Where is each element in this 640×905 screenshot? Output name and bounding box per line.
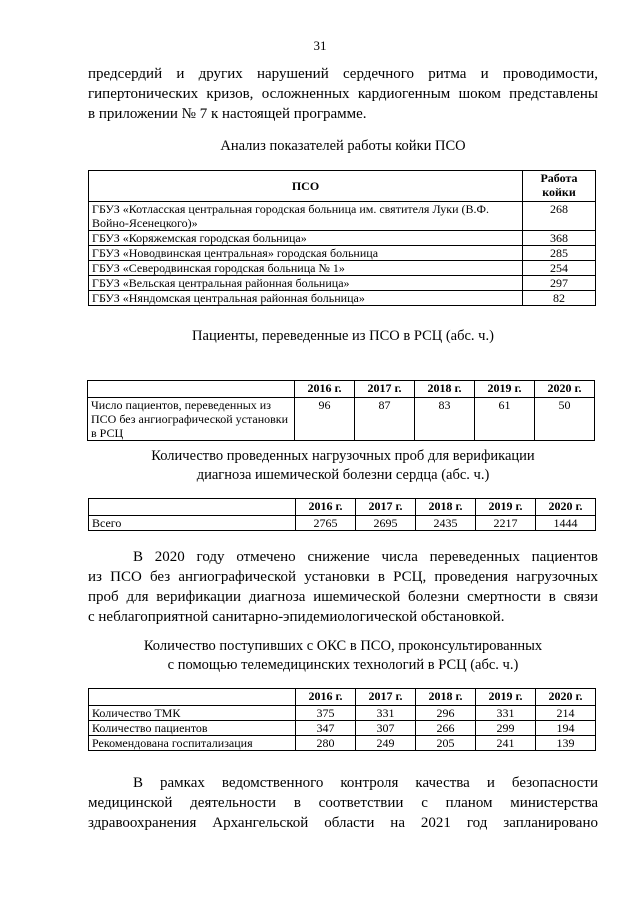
hospital-name: ГБУЗ «Няндомская центральная районная больница» <box>89 291 523 306</box>
text-line: здравоохранения Архангельской области на 2021 год запланировано <box>88 815 598 831</box>
year-header: 2020 г. <box>536 499 596 516</box>
year-header: 2018 г. <box>416 499 476 516</box>
text-line: медицинской деятельности в соответствии с планом министерства <box>88 795 598 811</box>
year-header: 2018 г. <box>415 381 475 398</box>
bed-work-value: 268 <box>523 202 596 231</box>
value-cell: 87 <box>355 398 415 441</box>
text-line: проб для верификации диагноза ишемической болезни смертности в связи <box>88 589 598 605</box>
year-header: 2020 г. <box>535 381 595 398</box>
table-row <box>89 202 596 231</box>
value-cell: 2217 <box>476 516 536 531</box>
row-label: Всего <box>89 516 296 531</box>
text-line: из ПСО без ангиографической установки в РСЦ, проведения нагрузочных <box>88 569 598 585</box>
year-header: 2016 г. <box>296 499 356 516</box>
table-row <box>89 736 596 751</box>
table1-title: Анализ показателей работы койки ПСО <box>220 138 466 154</box>
value-cell: 331 <box>356 706 416 721</box>
bed-work-value: 285 <box>523 246 596 261</box>
value-cell: 2765 <box>296 516 356 531</box>
title-line: диагноза ишемической болезни сердца (абс. ч.) <box>196 467 490 483</box>
page-number: 31 <box>313 38 327 53</box>
stress-tests-table <box>88 498 596 531</box>
value-cell: 194 <box>536 721 596 736</box>
value-cell: 2695 <box>356 516 416 531</box>
table-row <box>89 276 596 291</box>
year-header: 2017 г. <box>356 689 416 706</box>
value-cell: 241 <box>476 736 536 751</box>
bed-work-value: 368 <box>523 231 596 246</box>
value-cell: 50 <box>535 398 595 441</box>
table-row <box>89 706 596 721</box>
hospital-name: ГБУЗ «Коряжемская городская больница» <box>89 231 523 246</box>
row-label: Количество ТМК <box>89 706 296 721</box>
hospital-name: ГБУЗ «Северодвинская городская больница № 1» <box>89 261 523 276</box>
table-row <box>88 398 595 441</box>
bed-work-value: 297 <box>523 276 596 291</box>
table-header-row <box>89 171 596 202</box>
header-empty <box>89 689 296 706</box>
header-empty <box>89 499 296 516</box>
header-empty <box>88 381 295 398</box>
intro-paragraph <box>88 64 598 124</box>
value-cell: 266 <box>416 721 476 736</box>
year-header: 2019 г. <box>476 499 536 516</box>
value-cell: 296 <box>416 706 476 721</box>
text-line: гипертонических кризов, осложненных кардиогенным шоком представлены <box>88 86 598 102</box>
table-row <box>89 261 596 276</box>
value-cell: 205 <box>416 736 476 751</box>
value-cell: 375 <box>296 706 356 721</box>
year-header: 2016 г. <box>296 689 356 706</box>
table-header-row <box>88 381 595 398</box>
hospital-name: ГБУЗ «Новодвинская центральная» городская больница <box>89 246 523 261</box>
header-bed-work: Работа койки <box>523 171 596 202</box>
year-header: 2018 г. <box>416 689 476 706</box>
row-label: Число пациентов, переведенных из ПСО без ангиографической установки в РСЦ <box>88 398 295 441</box>
value-cell: 139 <box>536 736 596 751</box>
text-line: предсердий и других нарушений сердечного ритма и проводимости, <box>88 66 598 82</box>
text-line: в приложении № 7 к настоящей программе. <box>88 106 367 122</box>
title-line: с помощью телемедицинских технологий в РСЦ (абс. ч.) <box>167 657 519 673</box>
table3-title <box>88 447 598 485</box>
year-header: 2019 г. <box>475 381 535 398</box>
table4-title <box>88 637 598 675</box>
header-pso: ПСО <box>89 171 523 202</box>
table-header-row <box>89 689 596 706</box>
bed-work-value: 254 <box>523 261 596 276</box>
value-cell: 96 <box>295 398 355 441</box>
title-line: Количество проведенных нагрузочных проб для верификации <box>151 448 535 464</box>
title-line: Количество поступивших с ОКС в ПСО, проконсультированных <box>143 638 543 654</box>
value-cell: 214 <box>536 706 596 721</box>
hospital-name: ГБУЗ «Вельская центральная районная больница» <box>89 276 523 291</box>
final-paragraph <box>88 773 598 833</box>
value-cell: 280 <box>296 736 356 751</box>
row-label: Рекомендована госпитализация <box>89 736 296 751</box>
row-label: Количество пациентов <box>89 721 296 736</box>
bed-performance-table <box>88 170 596 306</box>
year-header: 2016 г. <box>295 381 355 398</box>
text-line: В 2020 году отмечено снижение числа переведенных пациентов <box>133 549 598 565</box>
table-row <box>89 231 596 246</box>
table-row <box>89 246 596 261</box>
telemedicine-table <box>88 688 596 751</box>
table-row <box>89 516 596 531</box>
year-header: 2017 г. <box>356 499 416 516</box>
value-cell: 249 <box>356 736 416 751</box>
value-cell: 299 <box>476 721 536 736</box>
text-line: с неблагоприятной санитарно-эпидемиологической обстановкой. <box>88 609 505 625</box>
value-cell: 307 <box>356 721 416 736</box>
value-cell: 61 <box>475 398 535 441</box>
value-cell: 1444 <box>536 516 596 531</box>
middle-paragraph <box>88 547 598 627</box>
table-row <box>89 721 596 736</box>
hospital-name: ГБУЗ «Котласская центральная городская больница им. святителя Луки (В.Ф. Войно-Ясенецкого)» <box>89 202 523 231</box>
table-row <box>89 291 596 306</box>
year-header: 2020 г. <box>536 689 596 706</box>
year-header: 2017 г. <box>355 381 415 398</box>
value-cell: 331 <box>476 706 536 721</box>
value-cell: 83 <box>415 398 475 441</box>
table2-title: Пациенты, переведенные из ПСО в РСЦ (абс. ч.) <box>192 328 494 344</box>
value-cell: 347 <box>296 721 356 736</box>
value-cell: 2435 <box>416 516 476 531</box>
transferred-patients-table <box>87 380 595 441</box>
table-header-row <box>89 499 596 516</box>
bed-work-value: 82 <box>523 291 596 306</box>
text-line: В рамках ведомственного контроля качества и безопасности <box>133 775 598 791</box>
year-header: 2019 г. <box>476 689 536 706</box>
